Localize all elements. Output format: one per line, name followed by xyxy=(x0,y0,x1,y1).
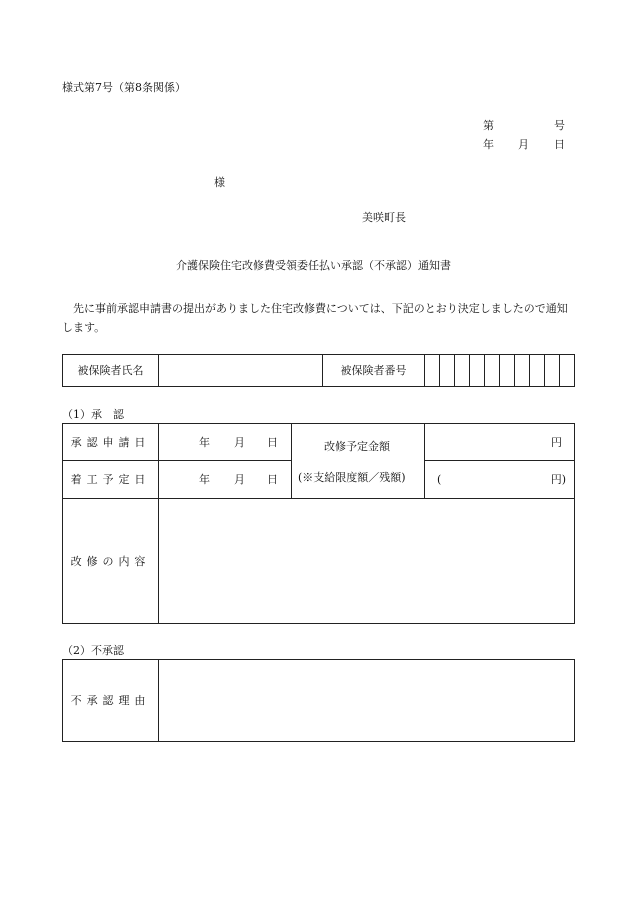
disapproval-reason-label: 不承認理由 xyxy=(63,660,159,742)
insured-number-digit[interactable] xyxy=(545,355,560,387)
approval-section-label: （1）承 認 xyxy=(62,408,124,421)
insured-number-digit[interactable] xyxy=(455,355,470,387)
document-number-suffix: 号 xyxy=(554,119,565,132)
content-label: 改修の内容 xyxy=(63,499,159,624)
addressee-suffix: 様 xyxy=(214,176,225,189)
application-date-field[interactable] xyxy=(159,424,292,461)
start-date-label: 着工予定日 xyxy=(63,461,159,499)
issue-date-month: 月 xyxy=(518,138,529,151)
insured-number-digit[interactable] xyxy=(515,355,530,387)
planned-amount-field[interactable] xyxy=(425,424,575,461)
limit-note: (※支給限度額／残額) xyxy=(298,471,406,484)
application-date-label: 承認申請日 xyxy=(63,424,159,461)
insured-name-label: 被保険者氏名 xyxy=(63,355,159,387)
insured-table xyxy=(62,354,575,387)
limit-paren-open: ( xyxy=(437,473,442,486)
issuer-name: 美咲町長 xyxy=(362,211,406,224)
body-text: 先に事前承認申請書の提出がありました住宅改修費については、下記のとおり決定しましたので通知します。 xyxy=(62,302,568,334)
content-field[interactable] xyxy=(159,499,575,624)
application-date-year: 年 xyxy=(199,436,210,449)
application-date-day: 日 xyxy=(267,436,278,449)
start-date-field[interactable] xyxy=(159,461,292,499)
planned-amount-yen: 円 xyxy=(551,436,562,449)
disapproval-section-label: （2）不承認 xyxy=(62,644,124,657)
insured-number-digit[interactable] xyxy=(560,355,575,387)
insured-number-digit[interactable] xyxy=(530,355,545,387)
form-number: 様式第7号（第8条関係） xyxy=(62,81,186,94)
insured-number-digit[interactable] xyxy=(485,355,500,387)
approval-table xyxy=(62,423,575,624)
insured-number-label: 被保険者番号 xyxy=(323,355,425,387)
insured-number-digit[interactable] xyxy=(500,355,515,387)
insured-number-digit[interactable] xyxy=(470,355,485,387)
limit-yen-paren-close: 円) xyxy=(550,473,566,486)
planned-amount-label-cell xyxy=(292,424,425,499)
document-title: 介護保険住宅改修費受領委任払い承認（不承認）通知書 xyxy=(176,259,451,272)
start-date-month: 月 xyxy=(234,473,245,486)
disapproval-table xyxy=(62,659,575,742)
limit-remaining-field[interactable] xyxy=(425,461,575,499)
issue-date-year: 年 xyxy=(483,138,494,151)
start-date-year: 年 xyxy=(199,473,210,486)
insured-number-digit[interactable] xyxy=(440,355,455,387)
insured-number-digit[interactable] xyxy=(425,355,440,387)
issue-date-day: 日 xyxy=(554,138,565,151)
disapproval-reason-field[interactable] xyxy=(159,660,575,742)
application-date-month: 月 xyxy=(234,436,245,449)
insured-name-field[interactable] xyxy=(159,355,323,387)
start-date-day: 日 xyxy=(267,473,278,486)
planned-amount-label: 改修予定金額 xyxy=(324,440,390,453)
document-number-prefix: 第 xyxy=(483,119,494,132)
